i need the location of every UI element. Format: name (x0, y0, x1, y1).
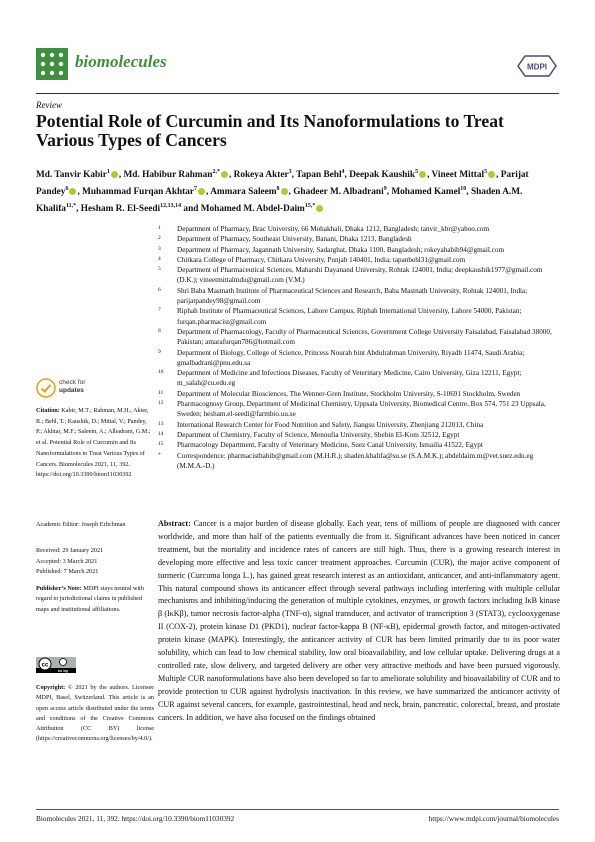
affiliation-item (158, 399, 560, 420)
author-affiliation-marker: 10 (460, 186, 467, 192)
author-name: Muhammad Furqan Akhtar (82, 187, 195, 198)
journal-name[interactable]: biomolecules (75, 52, 167, 71)
author-affiliation-marker: 1 (106, 169, 110, 175)
author-affiliation-marker: 9 (383, 186, 387, 192)
author-name: Deepak Kaushik (349, 170, 416, 181)
affiliation-text: Chitkara College of Pharmacy, Chitkara University, Punjab 140401, India; tapanbehl31@gmail.com (177, 255, 466, 264)
affiliation-item (158, 286, 560, 307)
footer-journal-url[interactable]: https://www.mdpi.com/journal/biomolecules (428, 814, 559, 823)
author-separator: , (118, 170, 124, 181)
affiliation-number: 14 (158, 430, 164, 437)
affiliation-text: Department of Pharmaceutical Sciences, Maharshi Dayanand University, Rohtak 124001, India; deepkaushik1977@gmail.com (D.K.); vineetmittalmdu@gmail.com (V.M.) (177, 266, 543, 285)
author-affiliation-marker: 11,* (65, 203, 77, 209)
author-affiliation-marker: 6 (65, 186, 69, 192)
affiliation-item (158, 327, 560, 348)
copyright-text: © 2021 by the authors. Licensee MDPI, Basel, Switzerland. This article is an open access article distributed under the terms and conditions of the Creative Commons Attribution (CC BY) license (https://creativecommons.org/licenses/by/4.0/). (36, 684, 154, 743)
author-name: Shaden A.M. Khalifa (36, 187, 523, 215)
author-affiliation-marker: 15,* (304, 203, 316, 209)
check-updates-line1: check for (59, 379, 86, 386)
affiliation-text: Department of Molecular Biosciences, The Wenner-Gren Institute, Stockholm University, S-10691 Stockholm, Sweden (177, 389, 521, 398)
author-separator: , (344, 170, 350, 181)
affiliation-number: 7 (158, 307, 161, 314)
author-separator: , (466, 187, 471, 198)
footer-citation: Biomolecules 2021, 11, 392. https://doi.org/10.3390/biom11030392 (36, 814, 235, 823)
affiliation-text: Department of Biology, College of Science, Princess Nourah bint Abdulrahman University, Riyadh 11474, Saudi Arabia; gmalbadrani@pnu.edu.sa (177, 348, 525, 367)
affiliation-number: 13 (158, 420, 164, 427)
publisher-note (36, 584, 151, 615)
citation-block (36, 406, 151, 481)
svg-text:MDPI: MDPI (527, 62, 547, 72)
svg-text:cc by: cc by (57, 668, 69, 673)
author-separator: , (496, 170, 501, 181)
affiliation-text: Riphah Institute of Pharmaceutical Sciences, Lahore Campus, Riphah International University, Lahore 54000, Pakistan; furqan.pharmacist@gmail.com (177, 307, 522, 326)
author-name: Ammara Saleem (210, 187, 277, 198)
academic-editor: Academic Editor: Joseph Erlichman (36, 521, 126, 528)
published-date: Published: 7 March 2021 (36, 568, 99, 575)
check-updates-button[interactable] (59, 379, 85, 394)
journal-logo-icon (36, 48, 68, 80)
orcid-icon[interactable] (198, 188, 205, 195)
affiliation-number: 10 (158, 369, 164, 376)
author-affiliation-marker: 2,* (212, 169, 220, 175)
affiliation-text: International Research Center for Food Nutrition and Safety, Jiangsu University, Zhenjiang 212013, China (177, 420, 484, 429)
affiliation-item (158, 420, 560, 430)
author-name: Mohamed Kamel (391, 187, 461, 198)
affiliation-number: 1 (158, 225, 161, 231)
svg-text:cc: cc (41, 662, 49, 669)
author-name: Md. Tanvir Kabir (36, 170, 107, 181)
author-affiliation-marker: 12,13,14 (160, 203, 182, 209)
orcid-icon[interactable] (111, 171, 118, 178)
author-separator: and (181, 204, 201, 215)
author-name: Parijat Pandey (36, 170, 529, 198)
received-date: Received: 29 January 2021 (36, 547, 104, 554)
author-name: Md. Habibur Rahman (123, 170, 213, 181)
affiliation-item (158, 224, 560, 234)
affiliation-text: Pharmacology Department, Faculty of Veterinary Medicine, Suez Canal University, Ismailia 41522, Egypt (177, 441, 483, 450)
affiliation-number: 8 (158, 327, 161, 334)
affiliations-list (158, 224, 560, 471)
affiliation-item (158, 245, 560, 255)
affiliation-item (158, 348, 560, 369)
affiliation-number: 12 (158, 400, 164, 407)
affiliation-item (158, 440, 560, 450)
affiliation-item (158, 451, 560, 472)
affiliation-item (158, 368, 560, 389)
mdpi-logo-icon (517, 55, 557, 77)
affiliation-item (158, 265, 560, 286)
author-affiliation-marker: 5 (415, 169, 419, 175)
affiliation-number: 5 (158, 266, 161, 273)
affiliation-item (158, 389, 560, 399)
abstract (158, 518, 560, 725)
author-name: Rokeya Akter (233, 170, 289, 181)
affiliation-item (158, 234, 560, 244)
copyright-label: Copyright: (36, 684, 66, 691)
abstract-label: Abstract: (158, 519, 191, 528)
affiliation-number: 4 (158, 255, 161, 262)
affiliation-item (158, 306, 560, 327)
affiliation-text: Correspondence: pharmacisthabib@gmail.com (M.H.R.); shaden.khalifa@su.se (S.A.M.K.); abdeldaim.m@vet.suez.edu.eg (M.M.A.-D.) (177, 451, 534, 470)
orcid-icon[interactable] (221, 171, 228, 178)
affiliation-number: 15 (158, 441, 164, 448)
orcid-icon[interactable] (281, 188, 288, 195)
author-name: Hesham R. El-Seedi (80, 204, 161, 215)
copyright-block (36, 683, 154, 745)
orcid-icon[interactable] (316, 205, 323, 212)
accepted-date: Accepted: 3 March 2021 (36, 557, 98, 565)
affiliation-number: * (158, 451, 161, 458)
affiliation-number: 6 (158, 286, 161, 293)
affiliation-text: Department of Pharmacy, Brac University, 66 Mohakhali, Dhaka 1212, Bangladesh; tanvir_kbr@yahoo.com (177, 225, 490, 233)
abstract-text: Cancer is a major burden of disease globally. Each year, tens of millions of people are diagnosed with cancer worldwide, and more than half of the patients eventually die from it. Significant advances have been noticed in cancer treatment, but the mortality and incidence rates of cancers are still high. Thus, there is a growing research interest in developing more effective and less toxic cancer treatment approaches. Curcumin (CUR), the major active component of turmeric (Curcuma longa L.), has gained great research interest as an antioxidant, anticancer, and anti-inflammatory agent. This natural compound shows its anticancer effect through several pathways including interfering with multiple cellular mechanisms and inhibiting/inducing the generation of multiple cytokines, enzymes, or growth factors including IκB kinase β (IκKβ), tumor necrosis factor-alpha (TNF-α), signal transducer, and activator of transcription 3 (STAT3), cyclooxygenase II (COX-2), protein kinase D1 (PKD1), nuclear factor-kappa B (NF-κB), epidermal growth factor, and mitogen-activated protein kinase (MAPK). Interestingly, the anticancer activity of CUR has been limited primarily due to its poor water solubility, which can lead to low chemical stability, low oral bioavailability, and low cellular uptake. Delivering drugs at a controlled rate, slow delivery, and targeted delivery are other very attractive methods and have been pursued vigorously. Multiple CUR nanoformulations have also been developed so far to ameliorate solubility and bioavailability of CUR and to provide protection to CUR against hydrolysis inactivation. In this review, we have summarized the anticancer activity of CUR against several cancers, for example, gastrointestinal, head and neck, brain, pancreatic, colorectal, breast, and prostate cancers. In addition, we have also focused on the findings obtained (158, 519, 560, 722)
affiliation-text: Department of Pharmacology, Faculty of Pharmaceutical Sciences, Government College University Faisalabad, Faisalabad 38000, Pakistan; amarafurqan786@hotmail.com (177, 327, 552, 347)
author-name: Vineet Mittal (431, 170, 485, 181)
affiliation-text: Department of Pharmacy, Jagannath University, Sadarghat, Dhaka 1100, Bangladesh; rokeyahabib94@gmail.com (177, 245, 505, 254)
author-affiliation-marker: 4 (341, 169, 345, 175)
author-separator: , (228, 170, 234, 181)
citation-label: Citation: (36, 407, 60, 414)
affiliation-number: 2 (158, 235, 161, 242)
affiliation-number: 11 (158, 389, 164, 396)
author-name: Ghadeer M. Albadrani (293, 187, 384, 198)
author-separator: , (77, 187, 83, 198)
author-list (36, 166, 560, 217)
check-updates-icon[interactable] (36, 378, 56, 398)
author-separator: , (427, 170, 432, 181)
header-divider (36, 93, 559, 94)
citation-text: Kabir, M.T.; Rahman, M.H.; Akter, R.; Behl, T.; Kaushik, D.; Mittal, V.; Pandey, P.; Akhtar, M.F.; Saleem, A.; Albadrani, G.M.; et al. Potential Role of Curcumin and Its Nanoformulations to Treat Various Types of Cancers. Biomolecules 2021, 11, 392. https://doi.org/10.3390/biom11030392 (36, 407, 151, 479)
affiliation-text: Department of Pharmacy, Southeast University, Banani, Dhaka 1213, Bangladesh (177, 235, 412, 244)
affiliation-text: Department of Medicine and Infectious Diseases, Faculty of Veterinary Medicine, Cairo University, Giza 12211, Egypt; m_salah@cu.edu.eg (177, 369, 522, 388)
publisher-note-text: MDPI stays neutral with regard to jurisdictional claims in published maps and institutional affiliations. (36, 585, 144, 613)
author-separator: , (288, 187, 294, 198)
author-name: Tapan Behl (296, 170, 342, 181)
check-updates-line2: updates (59, 386, 84, 394)
footer-divider (36, 809, 559, 810)
article-title: Potential Role of Curcumin and Its Nanoformulations to Treat Various Types of Cancers (36, 111, 504, 150)
dates-block (36, 546, 151, 578)
affiliation-text: Shri Baba Mastnath Institute of Pharmaceutical Sciences and Research, Baba Mastnath University, Rohtak 124001, India; parijatpandey98@gmail.com (177, 286, 528, 306)
orcid-icon[interactable] (69, 188, 76, 195)
affiliation-text: Department of Chemistry, Faculty of Science, Menoufia University, Shebin El-Kom 32512, Egypt (177, 430, 460, 439)
author-separator: , (76, 204, 81, 215)
cc-by-license-icon[interactable] (36, 657, 76, 673)
article-type: Review (36, 100, 62, 110)
author-affiliation-marker: 8 (276, 186, 280, 192)
affiliation-number: 3 (158, 245, 161, 252)
affiliation-item (158, 255, 560, 265)
affiliation-text: Pharmacognosy Group, Department of Medicinal Chemistry, Uppsala University, Biomedical Centre, Box 574, 751 23 Uppsala, Sweden; hesham.el-seedi@farmbio.uu.se (177, 400, 546, 419)
author-affiliation-marker: 7 (194, 186, 198, 192)
publisher-note-label: Publisher’s Note: (36, 585, 82, 592)
author-affiliation-marker: 5 (484, 169, 488, 175)
affiliation-item (158, 430, 560, 440)
orcid-icon[interactable] (419, 171, 426, 178)
orcid-icon[interactable] (488, 171, 495, 178)
author-name: Mohamed M. Abdel-Daim (200, 204, 305, 215)
author-separator: , (386, 187, 392, 198)
author-affiliation-marker: 3 (288, 169, 292, 175)
author-separator: , (291, 170, 297, 181)
affiliation-number: 9 (158, 348, 161, 355)
author-separator: , (206, 187, 211, 198)
